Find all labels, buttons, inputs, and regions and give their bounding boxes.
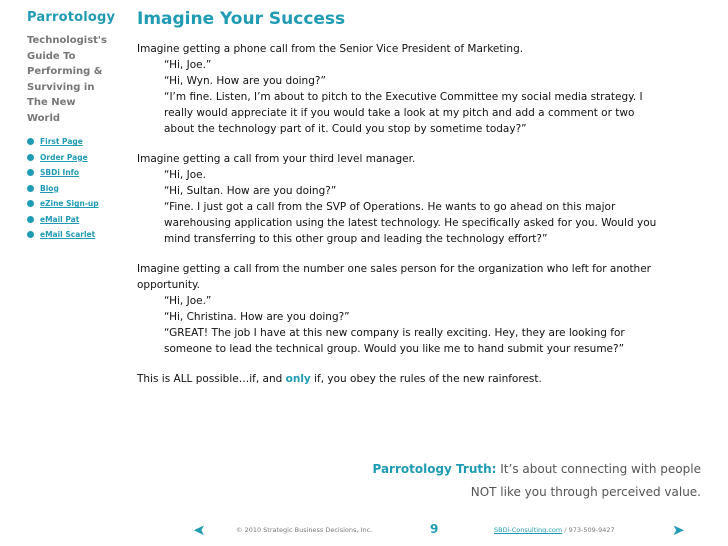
bullet-icon — [27, 185, 34, 192]
nav-item-email-scarlet[interactable] — [27, 227, 127, 243]
truth-text: It’s about connecting with people — [496, 462, 701, 476]
dialogue-line: about the technology part of it. Could you stop by sometime today?” — [164, 123, 527, 135]
main-content — [137, 9, 697, 387]
dialogue-line: warehousing application using the latest technology. He specifically asked for you. Would you — [164, 217, 657, 229]
page-number: 9 — [430, 522, 439, 536]
tagline-line: The New — [27, 97, 76, 108]
nav-item-order-page[interactable] — [27, 150, 127, 166]
bullet-icon — [27, 138, 34, 145]
nav-item-email-pat[interactable] — [27, 212, 127, 228]
nav-link-first-page[interactable]: First Page — [40, 137, 83, 147]
dialogue-line: “I’m fine. Listen, I’m about to pitch to the Executive Committee my social media strategy. I — [164, 91, 643, 103]
dialogue-line: “Hi, Joe.” — [164, 59, 212, 71]
dialogue-line: really would appreciate it if you would take a look at my pitch and add a comment or two — [164, 107, 635, 119]
footer — [0, 521, 728, 541]
brand-name: Parrotology — [27, 10, 116, 25]
footer-contact — [494, 526, 615, 534]
prev-arrow-icon[interactable]: ➤ — [193, 521, 206, 539]
bullet-icon — [27, 216, 34, 223]
dialogue-line: “Fine. I just got a call from the SVP of Operations. He wants to go ahead on this major — [164, 201, 616, 213]
nav-item-sbdi-info[interactable] — [27, 165, 127, 181]
dialogue-line: “Hi, Joe. — [164, 169, 206, 181]
closing-text: This is ALL possible…if, and — [137, 373, 286, 385]
page-title: Imagine Your Success — [137, 9, 346, 29]
tagline-line: Guide To — [27, 50, 76, 62]
parrotology-truth — [372, 458, 701, 504]
nav-item-ezine-signup[interactable] — [27, 196, 127, 212]
tagline-line: Technologist's — [27, 35, 107, 46]
phone-number: / 973-509-9427 — [562, 526, 615, 534]
nav-link-order-page[interactable]: Order Page — [40, 152, 88, 162]
sidebar — [27, 10, 127, 243]
copyright: © 2010 Strategic Business Decisions, Inc. — [236, 526, 373, 534]
nav-item-first-page[interactable] — [27, 134, 127, 150]
tagline — [27, 33, 127, 126]
closing-emphasis: only — [285, 373, 311, 385]
scenario-intro: Imagine getting a phone call from the Senior Vice President of Marketing. — [137, 43, 524, 55]
bullet-icon — [27, 200, 34, 207]
dialogue-line: “Hi, Wyn. How are you doing?” — [164, 75, 326, 87]
closing-statement — [137, 371, 697, 387]
dialogue-line: “Hi, Joe.” — [164, 295, 212, 307]
truth-label: Parrotology Truth: — [372, 462, 497, 476]
site-link[interactable]: SBDi-Consulting.com — [494, 526, 563, 534]
dialogue-line: “GREAT! The job I have at this new company is really exciting. Hey, they are looking for — [164, 327, 625, 339]
nav-link-email-pat[interactable]: eMail Pat — [40, 214, 80, 224]
tagline-line: Performing & — [27, 66, 103, 77]
scenario-intro: Imagine getting a call from your third level manager. — [137, 153, 416, 165]
nav-link-blog[interactable]: Blog — [40, 183, 59, 193]
nav-item-blog[interactable] — [27, 181, 127, 197]
dialogue-line: mind transferring to this other group and leading the technology effort?” — [164, 233, 548, 245]
scenario-intro: Imagine getting a call from the number one sales person for the organization who left for another — [137, 263, 651, 275]
bullet-icon — [27, 169, 34, 176]
closing-text: if, you obey the rules of the new rainforest. — [310, 373, 542, 385]
nav-link-sbdi-info[interactable]: SBDi Info — [40, 168, 80, 178]
nav-link-email-scarlet[interactable]: eMail Scarlet — [40, 230, 96, 240]
dialogue-line: “Hi, Sultan. How are you doing?” — [164, 185, 337, 197]
bullet-icon — [27, 231, 34, 238]
scenario-intro: opportunity. — [137, 279, 201, 291]
next-arrow-icon[interactable]: ➤ — [672, 521, 685, 539]
tagline-line: Surviving in — [27, 81, 95, 93]
dialogue-line: someone to lead the technical group. Would you like me to hand submit your resume?” — [164, 343, 625, 355]
truth-text-line2: NOT like you through perceived value. — [470, 485, 701, 499]
bullet-icon — [27, 154, 34, 161]
sidebar-nav — [27, 134, 127, 243]
nav-link-ezine-signup[interactable]: eZine Sign-up — [40, 199, 99, 209]
tagline-line: World — [27, 112, 61, 124]
dialogue-line: “Hi, Christina. How are you doing?” — [164, 311, 350, 323]
